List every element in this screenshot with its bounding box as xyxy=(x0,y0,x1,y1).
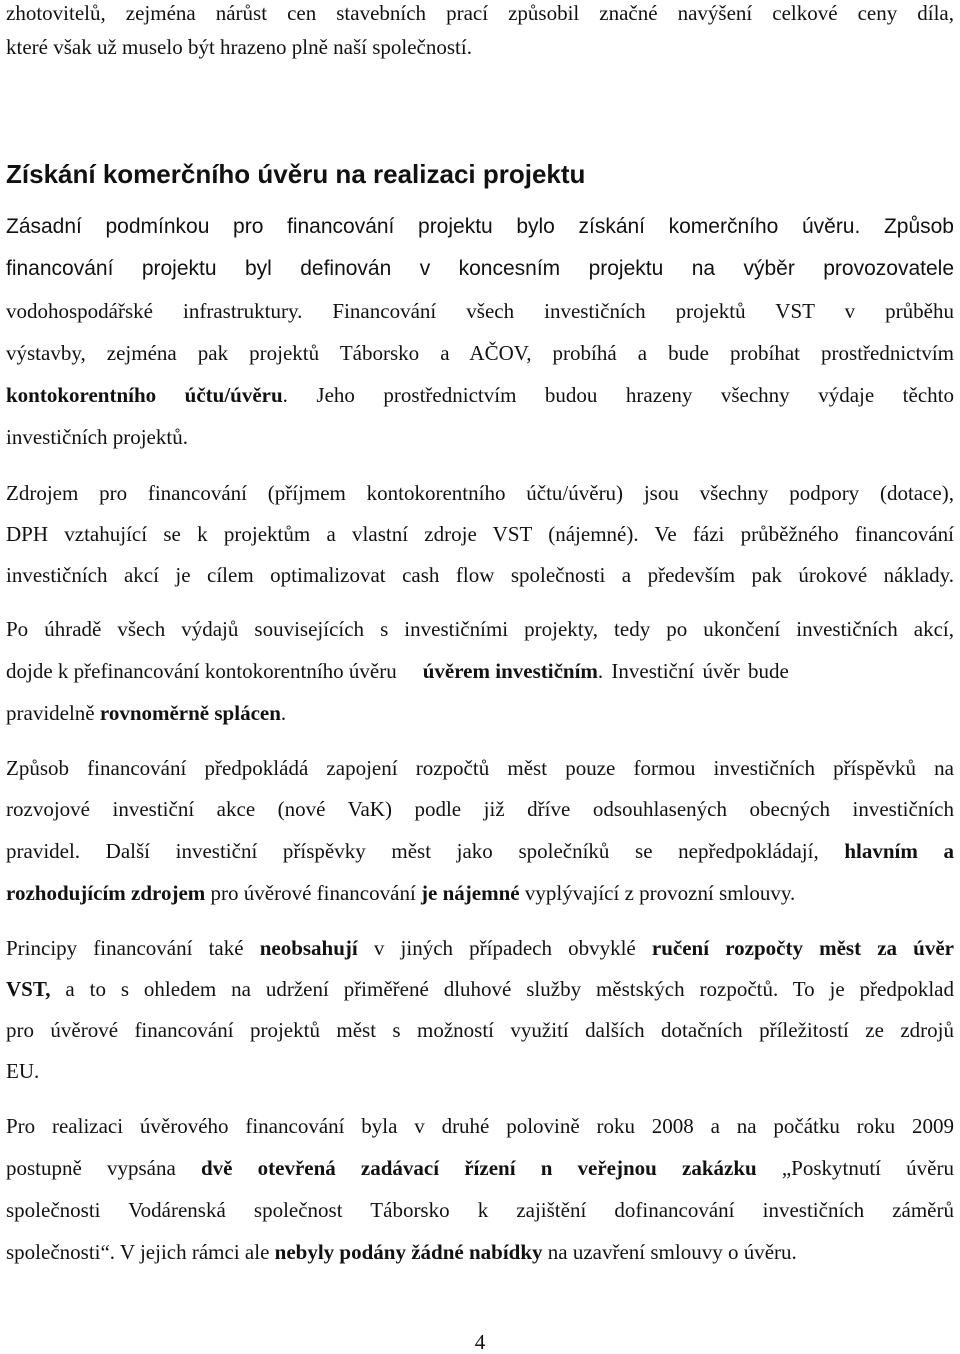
p1-line-5-text: . Jeho prostřednictvím budou hrazeny všechny výdaje těchto xyxy=(282,383,954,407)
p3-line-3-text-a: pravidelně xyxy=(6,701,100,725)
p1-line-3: vodohospodářské infrastruktury. Financování všech investičních projektů VST v průběhu xyxy=(6,299,954,323)
p4-bold-term-3: je nájemné xyxy=(421,881,520,905)
p4-line-3 xyxy=(6,838,954,864)
p5-line-1-text-a: Principy financování také xyxy=(6,936,260,960)
p4-line-3-text: pravidel. Další investiční příspěvky měst jako společníků se nepředpokládají, xyxy=(6,839,845,863)
p4-bold-term-1: hlavním a xyxy=(844,839,954,863)
p6-line-2-text-a: postupně vypsána xyxy=(6,1156,201,1180)
p1-bold-term: kontokorentního účtu/úvěru xyxy=(6,383,283,407)
p6-line-4-text-b: na uzavření smlouvy o úvěru. xyxy=(542,1240,797,1264)
p4-line-1: Způsob financování předpokládá zapojení rozpočtů měst pouze formou investičních příspěvků na xyxy=(6,756,954,780)
p3-bold-term-2: rovnoměrně splácen xyxy=(99,701,281,725)
p5-line-1 xyxy=(6,935,954,961)
p5-line-1-text-b: v jiných případech obvyklé xyxy=(357,936,652,960)
intro-line-1: zhotovitelů, zejména nárůst cen stavebních prací způsobil značné navýšení celkové ceny díla, xyxy=(6,1,954,25)
p5-line-2-text: a to s ohledem na udržení přiměřené dluhové služby městských rozpočtů. To je předpoklad xyxy=(50,977,954,1001)
p4-line-4 xyxy=(6,880,954,906)
p5-bold-term-3: VST, xyxy=(6,977,51,1001)
p4-line-4-text-b: vyplývající z provozní smlouvy. xyxy=(519,881,796,905)
p6-line-2-text-b: „Poskytnutí úvěru xyxy=(756,1156,954,1180)
p2-line-2: DPH vztahující se k projektům a vlastní zdroje VST (nájemné). Ve fázi průběžného financování xyxy=(6,522,954,546)
p1-line-5 xyxy=(6,382,954,408)
p2-line-3: investičních akcí je cílem optimalizovat cash flow společnosti a především pak úrokové náklady. xyxy=(6,563,954,587)
p4-line-4-text-a: pro úvěrové financování xyxy=(205,881,422,905)
p1-line-2: financování projektu byl definován v koncesním projektu na výběr provozovatele xyxy=(6,257,954,280)
p6-bold-term-2: nebyly podány žádné nabídky xyxy=(274,1240,543,1264)
p5-line-3: pro úvěrové financování projektů měst s možností využití dalších dotačních příležitostí ze zdrojů xyxy=(6,1018,954,1042)
p3-bold-term: úvěrem investičním xyxy=(422,659,598,683)
p1-line-4: výstavby, zejména pak projektů Táborsko a AČOV, probíhá a bude probíhat prostřednictvím xyxy=(6,341,954,365)
p1-line-1: Zásadní podmínkou pro financování projektu bylo získání komerčního úvěru. Způsob xyxy=(6,215,954,238)
p5-line-4: EU. xyxy=(6,1059,40,1083)
p5-line-2 xyxy=(6,976,954,1002)
p3-line-2-text-b: . Investiční úvěr bude xyxy=(597,659,789,683)
p3-line-1: Po úhradě všech výdajů souvisejících s investičními projekty, tedy po ukončení investičních akcí, xyxy=(6,617,954,641)
p1-line-6: investičních projektů. xyxy=(6,425,188,449)
p6-bold-term-1: dvě otevřená zadávací řízení n veřejnou zakázku xyxy=(200,1156,757,1180)
p6-line-3: společnosti Vodárenská společnost Táborsko k zajištění dofinancování investičních záměrů xyxy=(6,1198,954,1222)
p3-line-2-text-a: dojde k přefinancování kontokorentního úvěru xyxy=(6,659,397,683)
p6-line-1: Pro realizaci úvěrového financování byla v druhé polovině roku 2008 a na počátku roku 2009 xyxy=(6,1114,954,1138)
p5-bold-term-2: ručení rozpočty měst za úvěr xyxy=(651,936,955,960)
p3-line-3 xyxy=(6,700,954,726)
p5-bold-term-1: neobsahují xyxy=(259,936,358,960)
p3-line-3-text-b: . xyxy=(280,701,287,725)
p6-line-2 xyxy=(6,1155,954,1181)
page-number: 4 xyxy=(474,1330,486,1354)
intro-line-2: které však už muselo být hrazeno plně naší společností. xyxy=(6,35,472,59)
p4-bold-term-2: rozhodujícím zdrojem xyxy=(6,881,206,905)
p2-line-1: Zdrojem pro financování (příjmem kontokorentního účtu/úvěru) jsou všechny podpory (dotace), xyxy=(6,481,954,505)
p4-line-2: rozvojové investiční akce (nové VaK) podle již dříve odsouhlasených obecných investičních xyxy=(6,797,954,821)
p6-line-4-text-a: společnosti“. V jejich rámci ale xyxy=(6,1240,275,1264)
p6-line-4 xyxy=(6,1239,954,1265)
p3-line-2 xyxy=(6,658,954,684)
section-heading: Získání komerčního úvěru na realizaci projektu xyxy=(6,159,586,189)
